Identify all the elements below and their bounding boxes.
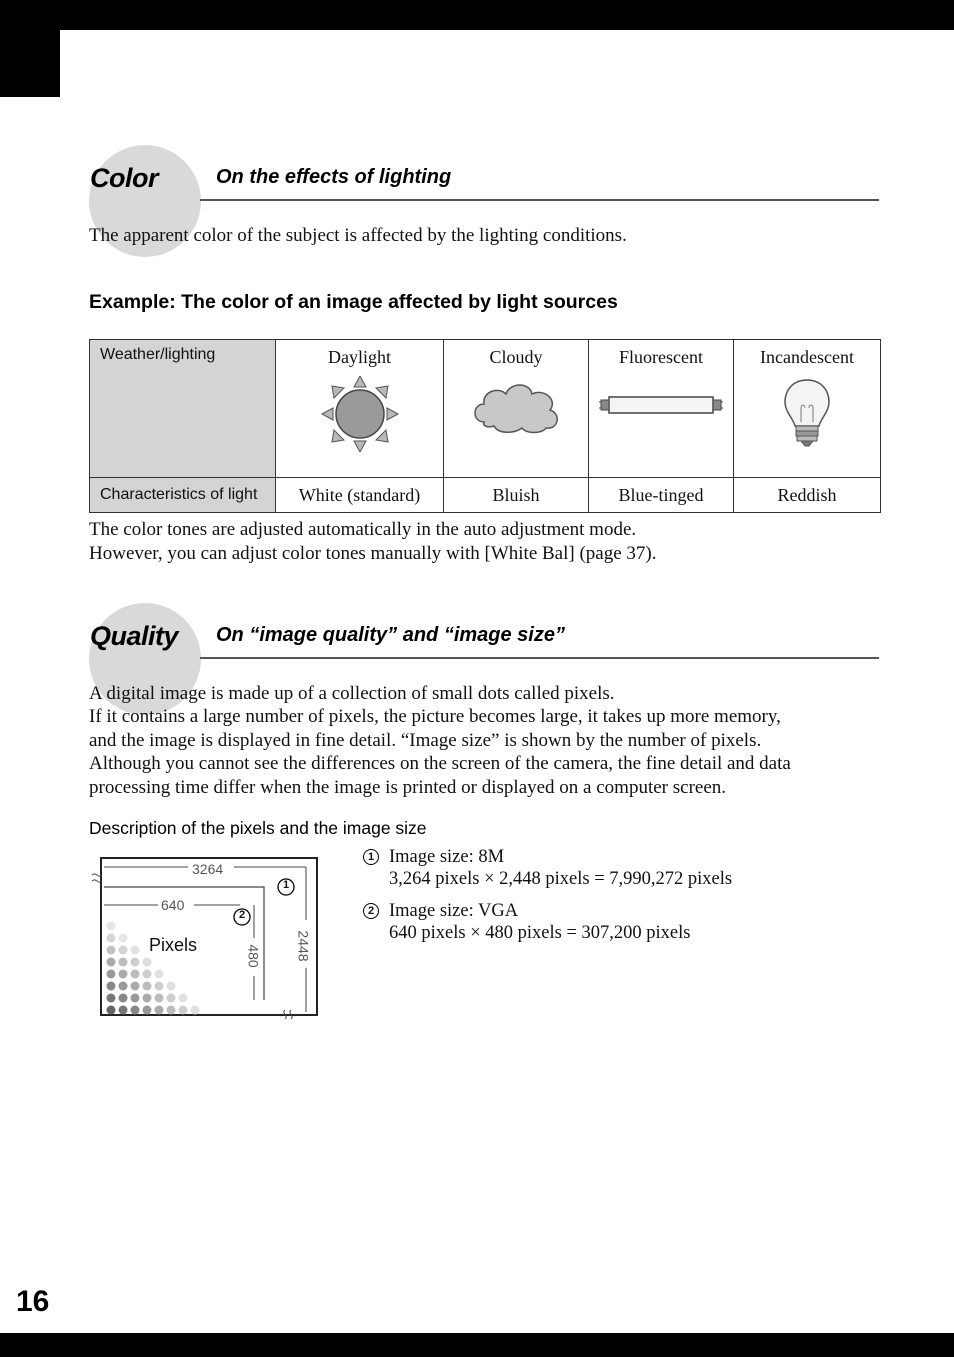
diagram-caption: Description of the pixels and the image size xyxy=(89,818,427,838)
example-heading: Example: The color of an image affected by light sources xyxy=(89,291,618,313)
pixel-size-diagram xyxy=(88,850,328,1030)
item-number-1: 1 xyxy=(363,849,379,865)
cell-reddish: Reddish xyxy=(734,478,881,513)
column-label-incandescent: Incandescent xyxy=(760,347,854,367)
quality-text-line-1: A digital image is made up of a collection of small dots called pixels. xyxy=(89,683,615,704)
quality-section-subtitle: On “image quality” and “image size” xyxy=(216,624,565,646)
sun-icon xyxy=(320,376,400,452)
quality-text-line-5: processing time differ when the image is printed or displayed on a computer screen. xyxy=(89,777,727,798)
column-label-daylight: Daylight xyxy=(328,347,391,367)
color-section-subtitle: On the effects of lighting xyxy=(216,166,452,188)
cell-daylight xyxy=(276,340,444,478)
color-note-line-2: However, you can adjust color tones manually with [White Bal] (page 37). xyxy=(89,543,657,564)
quality-section-title: Quality xyxy=(90,621,179,651)
top-black-bar xyxy=(0,0,954,30)
bottom-black-bar xyxy=(0,1333,954,1357)
item-2-line-1: Image size: VGA xyxy=(389,901,519,921)
column-label-cloudy: Cloudy xyxy=(489,347,543,367)
label-width-640: 640 xyxy=(161,897,185,913)
page-tab-marker xyxy=(0,0,60,97)
cell-cloudy xyxy=(444,340,589,478)
page-number: 16 xyxy=(16,1285,50,1318)
lighting-table xyxy=(89,339,881,513)
row-header-weather: Weather/lighting xyxy=(90,340,276,478)
color-section-rule xyxy=(200,199,879,201)
cell-fluorescent xyxy=(589,340,734,478)
item-1-line-2: 3,264 pixels × 2,448 pixels = 7,990,272 pixels xyxy=(389,869,733,889)
label-height-2448: 2448 xyxy=(295,930,312,962)
color-intro-text: The apparent color of the subject is affected by the lighting conditions. xyxy=(89,225,627,246)
cell-white-standard: White (standard) xyxy=(276,478,444,513)
quality-text-line-2: If it contains a large number of pixels, the picture becomes large, it takes up more memory, xyxy=(89,706,781,727)
cell-incandescent xyxy=(734,340,881,478)
item-2-line-2: 640 pixels × 480 pixels = 307,200 pixels xyxy=(389,923,691,943)
row-header-characteristics: Characteristics of light xyxy=(90,478,276,513)
label-height-480: 480 xyxy=(245,944,262,968)
cell-blue-tinged: Blue-tinged xyxy=(589,478,734,513)
diagram-marker-2: 2 xyxy=(238,909,246,921)
color-section-title: Color xyxy=(90,163,158,193)
color-note-line-1: The color tones are adjusted automatically in the auto adjustment mode. xyxy=(89,519,637,540)
quality-section-rule xyxy=(200,657,879,659)
quality-text-line-4: Although you cannot see the differences on the screen of the camera, the fine detail and data xyxy=(89,753,791,774)
cloud-icon xyxy=(470,376,562,436)
label-width-3264: 3264 xyxy=(192,861,224,877)
fluorescent-tube-icon xyxy=(599,376,723,436)
quality-text-line-3: and the image is displayed in fine detail. “Image size” is shown by the number of pixels. xyxy=(89,730,762,751)
cell-bluish: Bluish xyxy=(444,478,589,513)
column-label-fluorescent: Fluorescent xyxy=(619,347,703,367)
item-1-line-1: Image size: 8M xyxy=(389,847,505,867)
diagram-marker-1: 1 xyxy=(282,879,290,891)
light-bulb-icon xyxy=(777,376,837,448)
table-row xyxy=(90,478,881,513)
item-number-2: 2 xyxy=(363,903,379,919)
label-pixels: Pixels xyxy=(149,935,198,955)
table-row xyxy=(90,340,881,478)
